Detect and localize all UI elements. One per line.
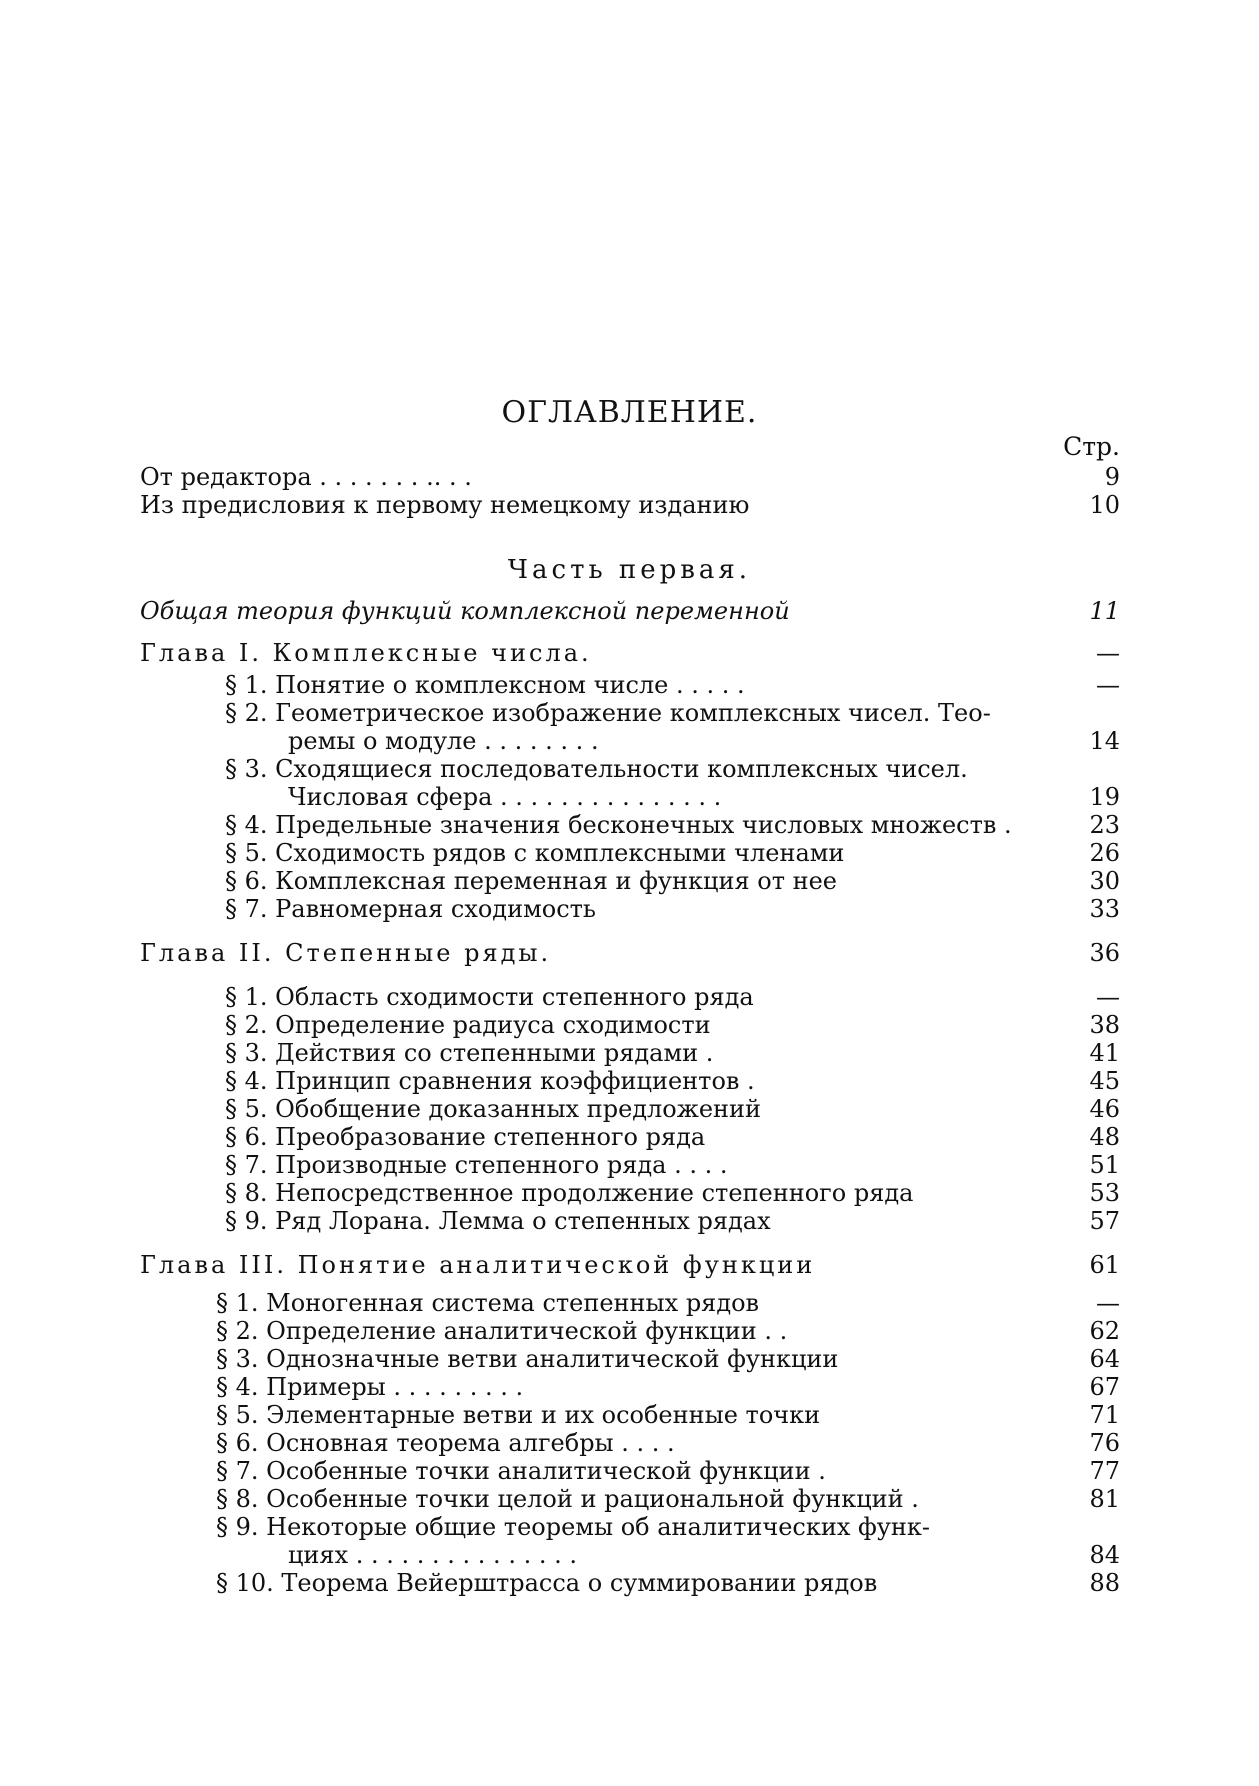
toc-entry-editor[interactable] bbox=[140, 462, 1120, 492]
toc-entry-text: § 7. Производные степенного ряда . . . . bbox=[225, 1151, 728, 1179]
toc-section[interactable] bbox=[140, 1066, 1120, 1096]
toc-entry-text: Из предисловия к первому немецкому изданию bbox=[140, 491, 750, 519]
toc-entry-page: 62 bbox=[1089, 1317, 1120, 1345]
toc-entry-text: § 6. Комплексная переменная и функция от нее bbox=[225, 867, 837, 895]
toc-entry-page: 41 bbox=[1089, 1039, 1120, 1067]
toc-entry-page: — bbox=[1096, 639, 1120, 667]
toc-entry-text: § 5. Элементарные ветви и их особенные точки bbox=[216, 1401, 821, 1429]
toc-entry-text: § 2. Определение аналитической функции . . bbox=[216, 1317, 788, 1345]
toc-entry-text: ремы о модуле . . . . . . . . bbox=[288, 727, 599, 755]
toc-entry-page: 67 bbox=[1089, 1373, 1120, 1401]
toc-entry-page: 9 bbox=[1104, 463, 1120, 491]
toc-entry-page: 88 bbox=[1089, 1569, 1120, 1597]
toc-section[interactable] bbox=[140, 1010, 1120, 1040]
toc-entry-page: 36 bbox=[1089, 939, 1120, 967]
toc-section[interactable] bbox=[140, 866, 1120, 896]
page-title: ОГЛАВЛЕНИЕ. bbox=[501, 395, 758, 430]
toc-section[interactable] bbox=[140, 1512, 1120, 1542]
toc-section[interactable] bbox=[140, 1400, 1120, 1430]
toc-entry-page: 61 bbox=[1089, 1251, 1120, 1279]
toc-entry-text: § 6. Основная теорема алгебры . . . . bbox=[216, 1429, 675, 1457]
toc-entry-text: § 6. Преобразование степенного ряда bbox=[225, 1123, 706, 1151]
toc-entry-text: § 3. Сходящиеся последовательности комплексных чисел. bbox=[225, 755, 968, 783]
toc-section[interactable] bbox=[140, 1344, 1120, 1374]
toc-entry-text: § 4. Принцип сравнения коэффициентов . bbox=[225, 1067, 755, 1095]
toc-entry-text: циях . . . . . . . . . . . . . . . bbox=[288, 1541, 577, 1569]
toc-section[interactable] bbox=[140, 982, 1120, 1012]
toc-section[interactable] bbox=[140, 1428, 1120, 1458]
toc-entry-text: § 3. Действия со степенными рядами . bbox=[225, 1039, 714, 1067]
toc-entry-text: От редактора . . . . . . . .. . . bbox=[140, 463, 472, 491]
toc-entry-text: § 10. Теорема Вейерштрасса о суммировании рядов bbox=[216, 1569, 878, 1597]
page-column-header: Стр. bbox=[1063, 432, 1120, 461]
toc-entry-page: 10 bbox=[1089, 491, 1120, 519]
toc-entry-page: 76 bbox=[1089, 1429, 1120, 1457]
toc-entry-text: § 5. Обобщение доказанных предложений bbox=[225, 1095, 762, 1123]
toc-section[interactable] bbox=[140, 670, 1120, 700]
toc-entry-text: § 1. Область сходимости степенного ряда bbox=[225, 983, 754, 1011]
toc-section[interactable] bbox=[140, 1316, 1120, 1346]
toc-entry-page: 23 bbox=[1089, 811, 1120, 839]
toc-entry-page: — bbox=[1096, 983, 1120, 1011]
toc-entry-text: § 9. Ряд Лорана. Лемма о степенных рядах bbox=[225, 1207, 771, 1235]
toc-section[interactable] bbox=[140, 838, 1120, 868]
toc-entry-text: § 8. Непосредственное продолжение степенного ряда bbox=[225, 1179, 914, 1207]
toc-entry-preface[interactable] bbox=[140, 490, 1120, 520]
toc-entry-text: Общая теория функций комплексной переменной bbox=[140, 597, 790, 625]
chapter-heading[interactable] bbox=[140, 1250, 1120, 1280]
toc-entry-page: — bbox=[1096, 1289, 1120, 1317]
toc-section[interactable] bbox=[140, 1372, 1120, 1402]
toc-entry-text: § 4. Примеры . . . . . . . . . bbox=[216, 1373, 524, 1401]
toc-section[interactable] bbox=[140, 698, 1120, 728]
toc-entry-text: § 9. Некоторые общие теоремы об аналитических функ- bbox=[216, 1513, 931, 1541]
toc-section[interactable] bbox=[140, 1484, 1120, 1514]
toc-section[interactable] bbox=[140, 1038, 1120, 1068]
toc-entry-text: § 2. Геометрическое изображение комплексных чисел. Тео- bbox=[225, 699, 991, 727]
chapter-label: Глава I. Комплексные числа. bbox=[140, 639, 592, 667]
toc-section[interactable] bbox=[140, 894, 1120, 924]
chapter-heading[interactable] bbox=[140, 638, 1120, 668]
toc-entry-page: 51 bbox=[1089, 1151, 1120, 1179]
toc-section[interactable] bbox=[140, 754, 1120, 784]
toc-entry-page: 45 bbox=[1089, 1067, 1120, 1095]
toc-section-continuation[interactable] bbox=[140, 782, 1120, 812]
toc-entry-page: 19 bbox=[1089, 783, 1120, 811]
toc-section[interactable] bbox=[140, 1568, 1120, 1598]
part-title-entry[interactable] bbox=[140, 596, 1120, 626]
toc-entry-page: 53 bbox=[1089, 1179, 1120, 1207]
toc-entry-page: 81 bbox=[1089, 1485, 1120, 1513]
toc-entry-page: 11 bbox=[1089, 597, 1120, 625]
chapter-label: Глава III. Понятие аналитической функции bbox=[140, 1251, 816, 1279]
toc-entry-page: 14 bbox=[1089, 727, 1120, 755]
toc-entry-page: 71 bbox=[1089, 1401, 1120, 1429]
toc-entry-page: — bbox=[1096, 671, 1120, 699]
chapter-heading[interactable] bbox=[140, 938, 1120, 968]
toc-entry-page: 57 bbox=[1089, 1207, 1120, 1235]
part-heading: Часть первая. bbox=[507, 555, 752, 585]
toc-entry-text: § 7. Особенные точки аналитической функции . bbox=[216, 1457, 826, 1485]
toc-entry-page: 46 bbox=[1089, 1095, 1120, 1123]
toc-section[interactable] bbox=[140, 1288, 1120, 1318]
toc-entry-text: § 4. Предельные значения бесконечных числовых множеств . bbox=[225, 811, 1012, 839]
toc-section-continuation[interactable] bbox=[140, 726, 1120, 756]
toc-section[interactable] bbox=[140, 1122, 1120, 1152]
toc-entry-page: 77 bbox=[1089, 1457, 1120, 1485]
toc-entry-page: 64 bbox=[1089, 1345, 1120, 1373]
toc-section[interactable] bbox=[140, 1094, 1120, 1124]
toc-entry-text: § 2. Определение радиуса сходимости bbox=[225, 1011, 711, 1039]
toc-entry-text: § 1. Понятие о комплексном числе . . . . . bbox=[225, 671, 745, 699]
toc-section[interactable] bbox=[140, 1150, 1120, 1180]
toc-section[interactable] bbox=[140, 810, 1120, 840]
toc-entry-page: 33 bbox=[1089, 895, 1120, 923]
toc-entry-text: § 8. Особенные точки целой и рациональной функций . bbox=[216, 1485, 919, 1513]
toc-entry-text: § 1. Моногенная система степенных рядов bbox=[216, 1289, 760, 1317]
toc-entry-page: 26 bbox=[1089, 839, 1120, 867]
toc-entry-text: Числовая сфера . . . . . . . . . . . . . . . bbox=[288, 783, 722, 811]
toc-entry-page: 48 bbox=[1089, 1123, 1120, 1151]
chapter-label: Глава II. Степенные ряды. bbox=[140, 939, 552, 967]
toc-entry-page: 84 bbox=[1089, 1541, 1120, 1569]
toc-section[interactable] bbox=[140, 1456, 1120, 1486]
toc-entry-text: § 7. Равномерная сходимость bbox=[225, 895, 596, 923]
toc-entry-page: 38 bbox=[1089, 1011, 1120, 1039]
toc-section[interactable] bbox=[140, 1178, 1120, 1208]
toc-entry-text: § 5. Сходимость рядов с комплексными членами bbox=[225, 839, 845, 867]
toc-section[interactable] bbox=[140, 1206, 1120, 1236]
toc-section-continuation[interactable] bbox=[140, 1540, 1120, 1570]
toc-entry-text: § 3. Однозначные ветви аналитической функции bbox=[216, 1345, 839, 1373]
toc-entry-page: 30 bbox=[1089, 867, 1120, 895]
